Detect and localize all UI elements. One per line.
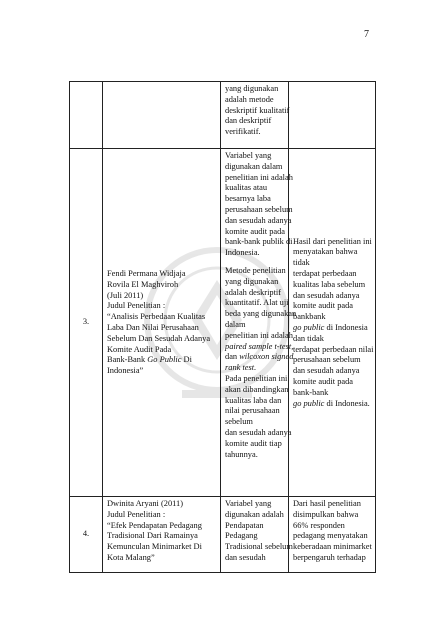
method-line: dan sesudah adanya <box>225 427 292 437</box>
method-line: deskriptif kualitatif <box>225 105 290 115</box>
method-line: beda yang digunakan <box>225 309 297 319</box>
author-line: “Analisis Perbedaan Kualitas <box>107 312 206 322</box>
result-line: bank-bank <box>293 387 329 397</box>
method-line: komite audit tiap <box>225 438 282 448</box>
author-line: Indonesia” <box>107 366 144 376</box>
method-cell <box>221 497 293 573</box>
method-line: Variabel yang <box>225 151 272 160</box>
method-line: adalah metode <box>225 94 274 104</box>
method-line: Variabel yang <box>225 499 272 508</box>
author-line: Judul Penelitian : <box>107 509 166 519</box>
result-cell <box>289 149 376 497</box>
method-line: yang digunakan <box>225 276 279 286</box>
result-line: Hasil dari penelitian ini <box>293 236 372 246</box>
italic-term: wilcoxon signed <box>239 352 294 362</box>
method-line: Pedagang <box>225 531 258 541</box>
author-line: “Efek Pendapatan Pedagang <box>107 520 202 530</box>
paragraph-gap <box>225 259 285 266</box>
result-line: go public di Indonesia <box>293 323 368 332</box>
method-cell <box>221 149 297 497</box>
author-line: Fendi Permana Widjaja <box>107 269 186 279</box>
author-line: Komite Audit Pada <box>107 344 172 354</box>
result-line: tidak <box>293 258 310 268</box>
method-line <box>225 341 294 353</box>
italic-term: rank test. <box>225 363 257 373</box>
method-line: kualitas laba dan <box>225 395 282 405</box>
method-line: kuantitatif. Alat uji <box>225 298 289 308</box>
author-line: Judul Penelitian : <box>107 301 166 311</box>
author-cell <box>103 497 221 573</box>
method-line: nilai perusahaan <box>225 406 280 416</box>
method-line: dalam <box>225 319 246 329</box>
method-line: perusahaan sebelum <box>225 204 293 214</box>
result-line: bankbank <box>293 312 326 322</box>
table-row <box>70 82 376 149</box>
row-number-cell <box>70 82 103 149</box>
method-line: dan wilcoxon signed <box>225 352 294 362</box>
research-table <box>69 81 376 573</box>
result-line: komite audit pada <box>293 301 354 311</box>
method-line: Tradisional sebelum <box>225 542 293 552</box>
method-line: dan sesudah <box>225 552 266 562</box>
result-line: dan sesudah adanya <box>293 366 360 376</box>
method-line: dan sesudah adanya <box>225 215 292 225</box>
author-line: Rovila El Maghviroh <box>107 279 179 289</box>
result-line: dan sesudah adanya <box>293 290 360 300</box>
method-line: akan dibandingkan <box>225 384 289 394</box>
italic-term: Go Public <box>147 355 182 365</box>
author-line: (Juli 2011) <box>107 290 144 300</box>
author-line: Kota Malang” <box>107 552 155 562</box>
method-line: penelitian ini adalah <box>225 330 293 340</box>
method-line: Pada penelitian ini <box>225 373 288 383</box>
table-row <box>70 497 376 573</box>
method-line: bank-bank publik di <box>225 237 293 247</box>
result-line: pedagang menyatakan <box>293 531 368 541</box>
italic-term: go public <box>293 398 325 408</box>
row-number-cell <box>70 497 103 573</box>
result-line: terdapat perbedaan <box>293 269 357 279</box>
method-cell <box>221 82 289 149</box>
author-line: Tradisional Dari Ramainya <box>107 531 198 541</box>
method-line: penelitian ini adalah <box>225 172 293 182</box>
result-line: 66% responden <box>293 520 345 530</box>
page-number: 7 <box>364 29 369 40</box>
row-number: 3. <box>82 317 90 327</box>
method-line: verifikatif. <box>225 127 261 137</box>
result-line: keberadaan minimarket <box>293 542 372 552</box>
method-line: kualitas atau <box>225 183 268 193</box>
author-line: Laba Dan Nilai Perusahaan <box>107 323 199 332</box>
method-line: digunakan adalah <box>225 509 284 519</box>
row-number: 4. <box>82 529 90 539</box>
result-line: perusahaan sebelum <box>293 355 361 365</box>
result-line: kualitas laba sebelum <box>293 279 366 289</box>
result-cell <box>289 82 376 149</box>
method-line: adalah deskriptif <box>225 287 282 297</box>
table-row <box>70 149 376 497</box>
author-cell <box>103 149 221 497</box>
author-cell <box>103 82 221 149</box>
result-cell <box>289 497 376 573</box>
italic-term: go public <box>293 323 325 332</box>
method-line: dan deskriptif <box>225 116 272 126</box>
method-line: sebelum <box>225 417 253 427</box>
author-line: Sebelum Dan Sesudah Adanya <box>107 333 211 343</box>
author-line: Dwinita Aryani (2011) <box>107 499 183 508</box>
author-line: Kemunculan Minimarket Di <box>107 542 202 552</box>
method-line: Pendapatan <box>225 520 264 530</box>
method-line: digunakan dalam <box>225 161 283 171</box>
method-line: besarnya laba <box>225 194 271 204</box>
result-line: Dari hasil penelitian <box>293 499 361 508</box>
method-line: yang digunakan <box>225 84 279 93</box>
result-line: dan tidak <box>293 333 324 343</box>
row-number-cell <box>70 149 103 497</box>
result-line: komite audit pada <box>293 376 354 386</box>
method-line: tahunnya. <box>225 449 258 459</box>
italic-term: paired sample t-test, <box>225 341 294 351</box>
method-line: Metode penelitian <box>225 265 286 275</box>
result-line: go public di Indonesia. <box>293 398 370 408</box>
result-line: terdapat perbedaan nilai <box>293 344 374 354</box>
method-line: komite audit pada <box>225 226 286 236</box>
result-line: disimpulkan bahwa <box>293 509 359 519</box>
result-line: berpengaruh terhadap <box>293 552 366 562</box>
result-line: menyatakan bahwa <box>293 247 358 257</box>
author-line: Bank-Bank Go Public Di <box>107 355 192 365</box>
method-line: Indonesia. <box>225 248 260 258</box>
method-line <box>225 363 285 374</box>
